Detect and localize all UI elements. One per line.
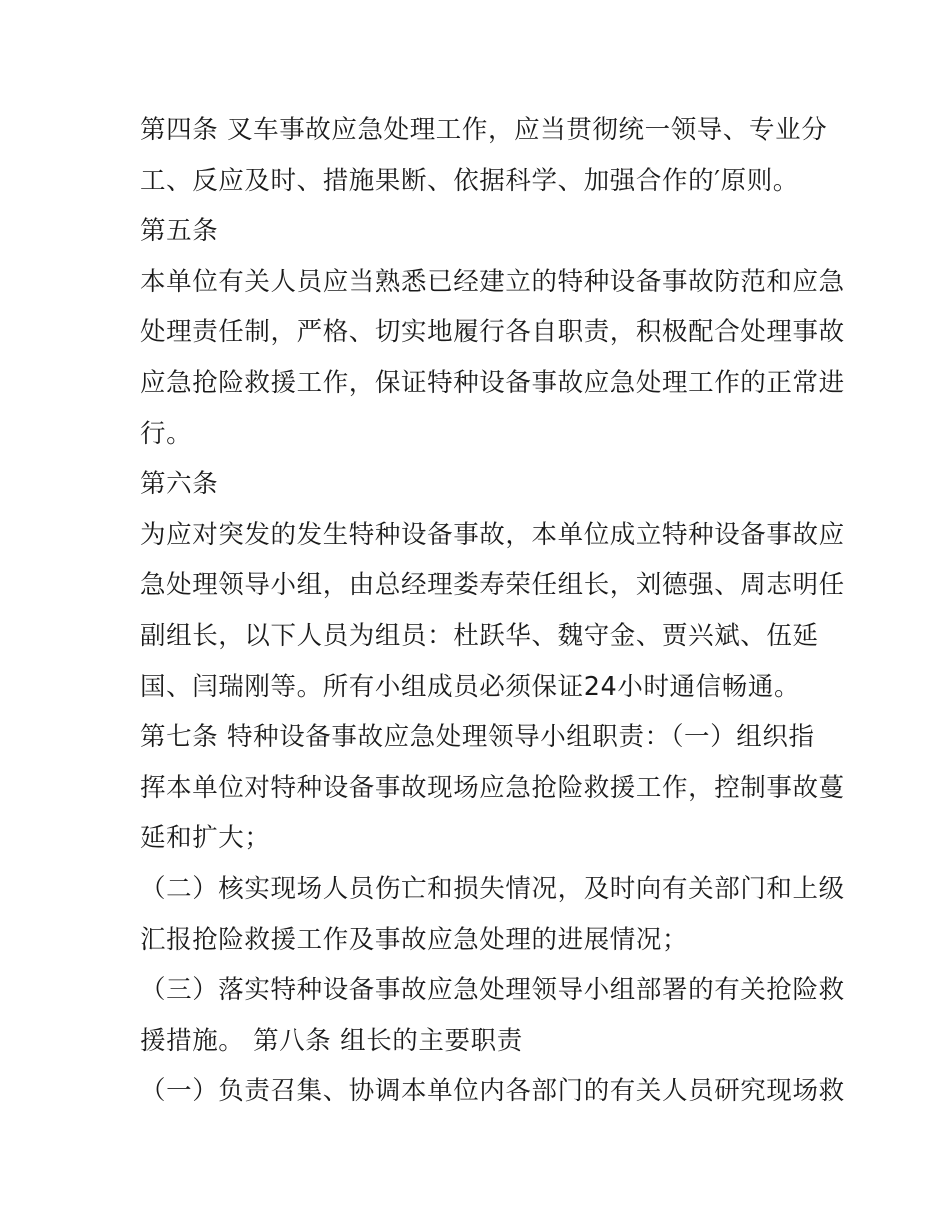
- text-line: 挥本单位对特种设备事故现场应急抢险救援工作，控制事故蔓: [140, 772, 845, 803]
- text-line: 行。: [140, 418, 193, 449]
- text-line: 为应对突发的发生特种设备事故，本单位成立特种设备事故应: [140, 519, 845, 550]
- section-heading: 第五条: [140, 216, 219, 247]
- text-line: 工、反应及时、措施果断、依据科学、加强合作的′原则。: [140, 165, 799, 196]
- text-line: 应急抢险救援工作，保证特种设备事故应急处理工作的正常进: [140, 367, 845, 398]
- text-line: 援措施。 第八条 组长的主要职责: [140, 1025, 523, 1056]
- text-line: 延和扩大；: [140, 823, 271, 854]
- text-line: 急处理领导小组，由总经理娄寿荣任组长，刘德强、周志明任: [140, 570, 845, 601]
- text-line: 本单位有关人员应当熟悉已经建立的特种设备事故防范和应急: [140, 266, 845, 297]
- text-line: 第四条 叉车事故应急处理工作，应当贯彻统一领导、专业分: [140, 115, 828, 145]
- text-line: 副组长，以下人员为组员：杜跃华、魏守金、贾兴斌、伍延: [140, 620, 819, 651]
- text-line: （二）核实现场人员伤亡和损失情况，及时向有关部门和上级: [140, 873, 845, 904]
- text-line: （三）落实特种设备事故应急处理领导小组部署的有关抢险救: [140, 975, 845, 1006]
- text-line: 第七条 特种设备事故应急处理领导小组职责：（一）组织指: [140, 722, 815, 753]
- section-heading: 第六条: [140, 469, 219, 500]
- text-line: 处理责任制，严格、切实地履行各自职责，积极配合处理事故: [140, 317, 845, 348]
- document-body: [140, 105, 845, 1117]
- text-line: 汇报抢险救援工作及事故应急处理的进展情况；: [140, 924, 689, 955]
- text-line: 国、闫瑞刚等。所有小组成员必须保证24小时通信畅通。: [140, 671, 801, 702]
- text-line: （一）负责召集、协调本单位内各部门的有关人员研究现场救: [140, 1076, 845, 1107]
